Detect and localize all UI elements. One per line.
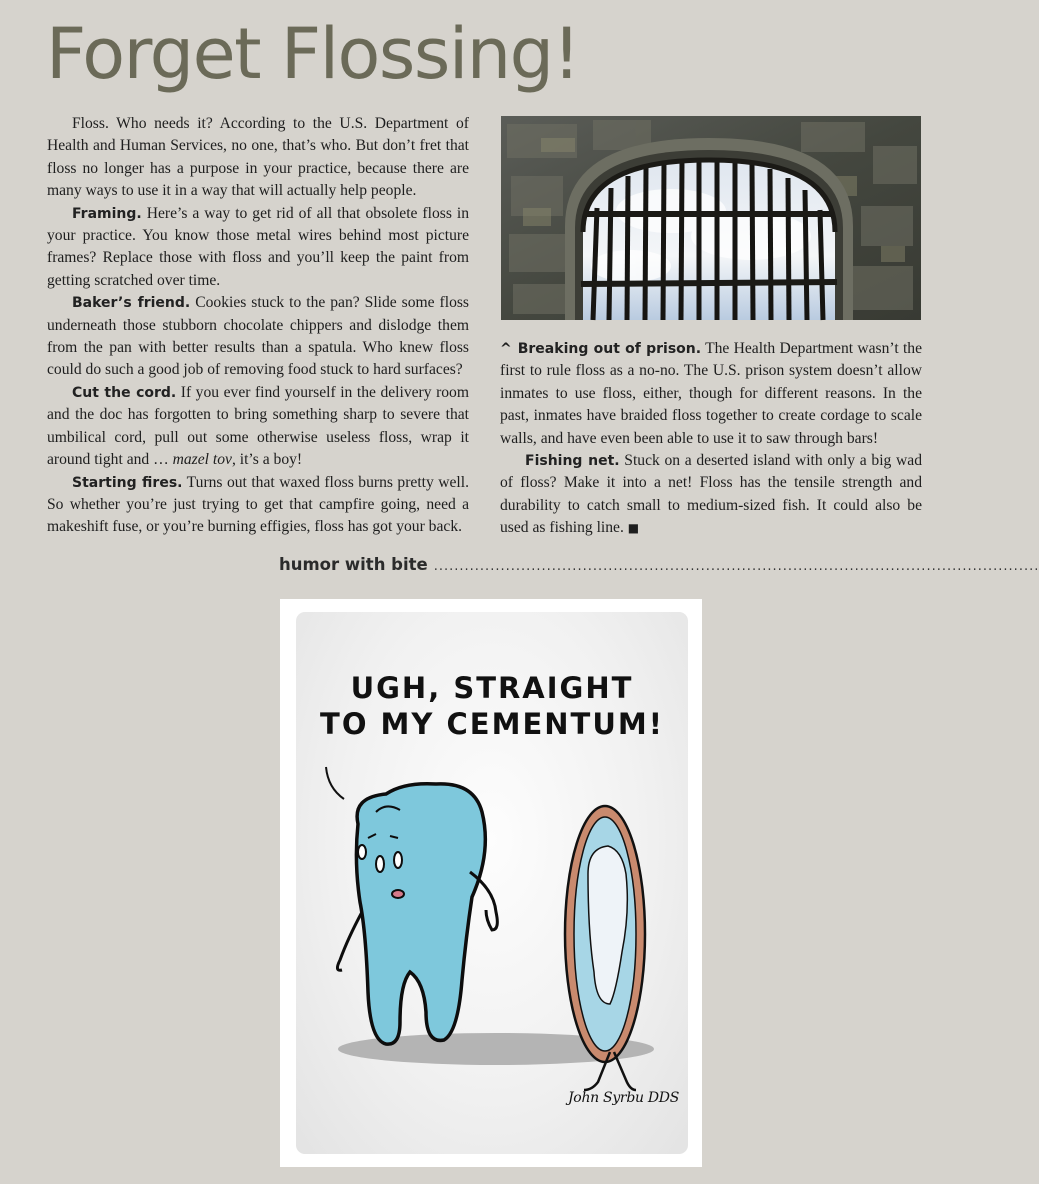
section-bakers-friend [47,292,469,382]
caption-line-1: UGH, STRAIGHT [350,671,634,705]
section-lead: Cut the cord. [72,384,177,401]
article-left-column [47,113,469,539]
section-cut-the-cord [47,382,469,472]
section-lead: Starting fires. [72,474,183,491]
humor-heading [279,555,1039,574]
caption-line-2: TO MY CEMENTUM! [320,707,664,741]
section-text-after: , it’s a boy! [231,451,303,469]
tooth-character [337,784,497,1044]
section-lead: Fishing net. [525,453,620,470]
article-title: Forget Flossing! [46,13,580,95]
section-fishing-net [500,450,922,540]
section-text: If you ever find yourself in the delivery room and the doc has forgotten to bring something sharp to severe that umbilical cord, pull out some otherwise useless floss, wrap it around tight and … [47,383,469,469]
article-right-column [500,338,922,540]
artist-signature: John Syrbu DDS [568,1090,679,1106]
section-emphasis: mazel tov [172,451,232,469]
prison-window-photo [501,116,921,320]
cartoon-frame [280,599,702,1167]
cartoon-caption [296,670,688,742]
section-lead: Baker’s friend. [72,295,191,312]
section-text: Here’s a way to get rid of all that obsolete floss in your practice. You know those metal wires behind most picture frames? Replace those with floss and you’ll keep the paint from getting scratched over time. [47,204,469,289]
section-text: Stuck on a deserted island with only a big wad of floss? Make it into a net! Floss has the tensile strength and durability to catch small to medium-sized fish. It could also be used as fishing line. [500,452,922,537]
intro-paragraph: Floss. Who needs it? According to the U.S. Department of Health and Human Services, no one, that’s who. But don’t fret that floss no longer has a purpose in your practice, because there are many ways to use it in a way that will actually help people. [47,115,469,200]
section-starting-fires [47,472,469,539]
caret-up-icon: ^ [500,341,512,357]
prison-window-icon [501,116,921,320]
section-lead: Breaking out of prison. [517,341,702,357]
cartoon-panel [296,612,688,1154]
section-text: Turns out that waxed floss burns pretty well. So whether you’re just trying to get that campfire going, need a makeshift fuse, or you’re burning effigies, floss has got your back. [47,473,469,536]
section-text: Cookies stuck to the pan? Slide some floss underneath those stubborn chocolate chippers and dislodge them from the pan with better results than a spatula. Who knew floss could do such a good job of removing food stuck to hard surfaces? [47,294,469,379]
section-breaking-out-of-prison [500,338,922,450]
humor-heading-label: humor with bite [279,555,428,574]
end-mark-icon: ■ [627,521,640,536]
section-lead: Framing. [72,205,142,222]
dotted-leader: ...................................................................................................................... [433,559,1039,574]
section-framing [47,203,469,293]
section-text: The Health Department wasn’t the first to rule floss as a no-no. The U.S. prison system doesn’t allow inmates to use floss, either, though for different reasons. In the past, inmates have braided floss together to create cordage to scale walls, and have even been able to use it to saw through bars! [500,340,923,447]
